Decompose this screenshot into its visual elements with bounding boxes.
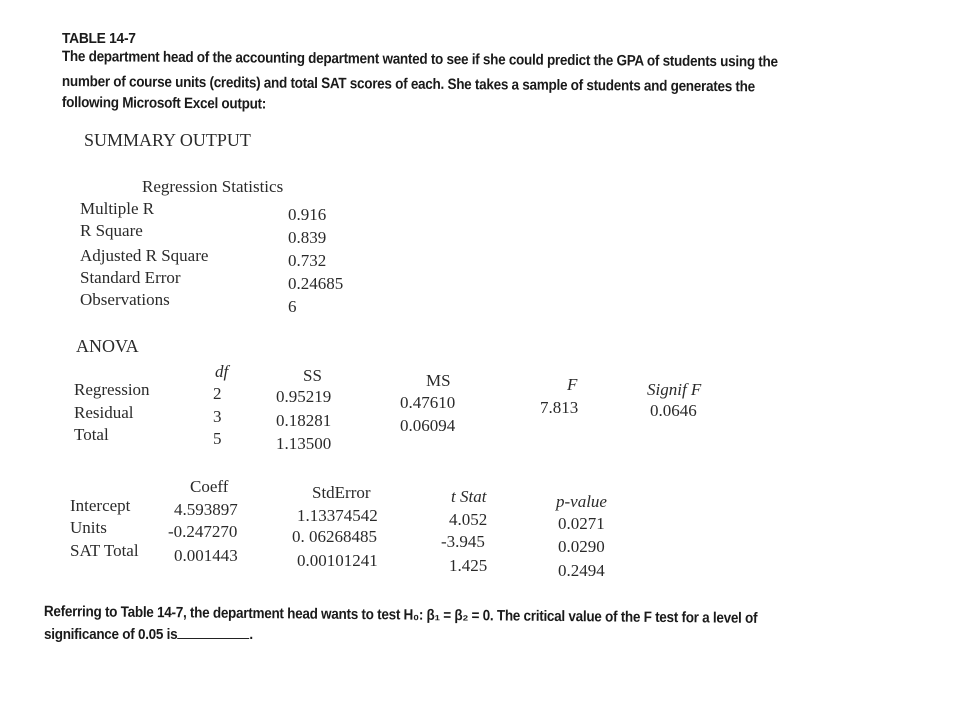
anova-cell-df: 3 [213,407,222,426]
question-line-2 [44,626,253,643]
anova-header-ss: SS [303,366,322,385]
coeff-row-label: Units [70,518,107,537]
pvalue-header: p-value [556,492,607,511]
stat-label: Observations [80,290,170,309]
stat-label: R Square [80,221,143,240]
anova-row-label: Regression [74,380,150,399]
tstat-cell: 4.052 [449,510,488,529]
stat-label: Standard Error [80,268,181,287]
intro-line-2: number of course units (credits) and total SAT scores of each. She takes a sample of students and generates the [61,73,755,96]
stat-label: Adjusted R Square [80,246,209,265]
anova-header-signif-f: Signif F [647,380,702,399]
anova-header-ms: MS [426,371,451,390]
anova-header-f: F [567,375,578,394]
anova-cell-ss: 0.95219 [276,387,332,406]
tstat-cell: 1.425 [449,556,488,575]
anova-row-label: Total [74,425,109,444]
anova-cell-df: 5 [213,429,222,448]
tstat-header: t Stat [451,487,487,506]
stat-value: 0.732 [288,251,327,270]
stat-value: 0.916 [288,205,327,224]
question-line-1: Referring to Table 14-7, the department head wants to test H₀: β₁ = β₂ = 0. The critical value of the F test for a level of [43,603,758,627]
anova-cell-signif-f: 0.0646 [650,401,697,420]
anova-row-label: Residual [74,403,134,422]
stderror-cell: 0.00101241 [297,551,378,570]
anova-header-df: df [215,362,229,381]
stat-label: Multiple R [80,199,155,218]
coeff-cell: 4.593897 [174,500,238,519]
anova-cell-ms: 0.47610 [400,393,456,412]
anova-cell-ms: 0.06094 [400,416,456,435]
stderror-cell: 0. 06268485 [292,527,377,546]
tstat-cell: -3.945 [441,532,485,551]
pvalue-cell: 0.2494 [558,561,605,580]
coeff-row-label: SAT Total [70,541,139,560]
stderror-cell: 1.13374542 [297,506,378,525]
stat-value: 0.839 [288,228,327,247]
coeff-cell: 0.001443 [174,546,238,565]
question-line-2-end: . [249,626,253,643]
coeff-cell: -0.247270 [168,522,238,541]
answer-blank[interactable] [177,626,249,639]
pvalue-cell: 0.0271 [558,514,605,533]
pvalue-cell: 0.0290 [558,537,605,556]
stderror-header: StdError [312,483,371,502]
question-line-2-text: significance of 0.05 is [44,626,178,643]
coeff-row-label: Intercept [70,496,131,515]
stat-value: 6 [288,297,297,316]
intro-line-3: following Microsoft Excel output: [61,94,267,113]
anova-title: ANOVA [76,336,139,356]
anova-cell-ss: 0.18281 [276,411,332,430]
regression-statistics-title: Regression Statistics [142,177,284,196]
anova-cell-ss: 1.13500 [276,434,332,453]
intro-line-1: The department head of the accounting department wanted to see if she could predict the GPA of students using the [61,48,778,71]
anova-cell-df: 2 [213,384,222,403]
summary-title: SUMMARY OUTPUT [84,130,251,150]
coeff-header: Coeff [190,477,229,496]
anova-cell-f: 7.813 [540,398,579,417]
stat-value: 0.24685 [288,274,344,293]
table-label: TABLE 14-7 [62,30,136,47]
